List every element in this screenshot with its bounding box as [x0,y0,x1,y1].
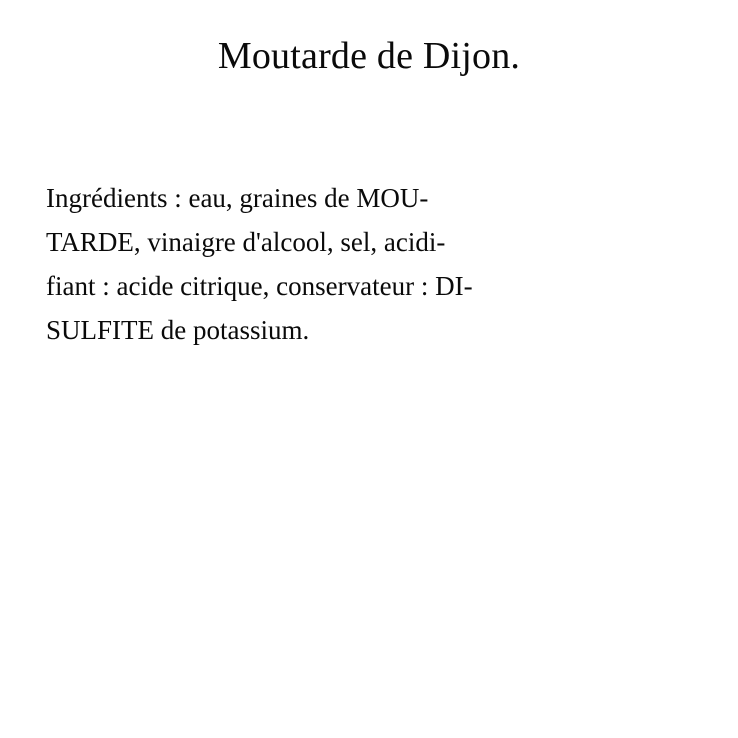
ingredients-line-4: SULFITE de potassium. [46,315,310,345]
ingredients-line-2: TARDE, vinaigre d'alcool, sel, acidi- [46,227,446,257]
ingredients-line-1: Ingrédients : eau, graines de MOU- [46,183,429,213]
page-title: Moutarde de Dijon. [217,35,521,77]
ingredients-text [46,176,694,352]
ingredients-paragraph [46,176,694,352]
ingredients-line-3: fiant : acide citrique, conservateur : DI- [46,271,473,301]
